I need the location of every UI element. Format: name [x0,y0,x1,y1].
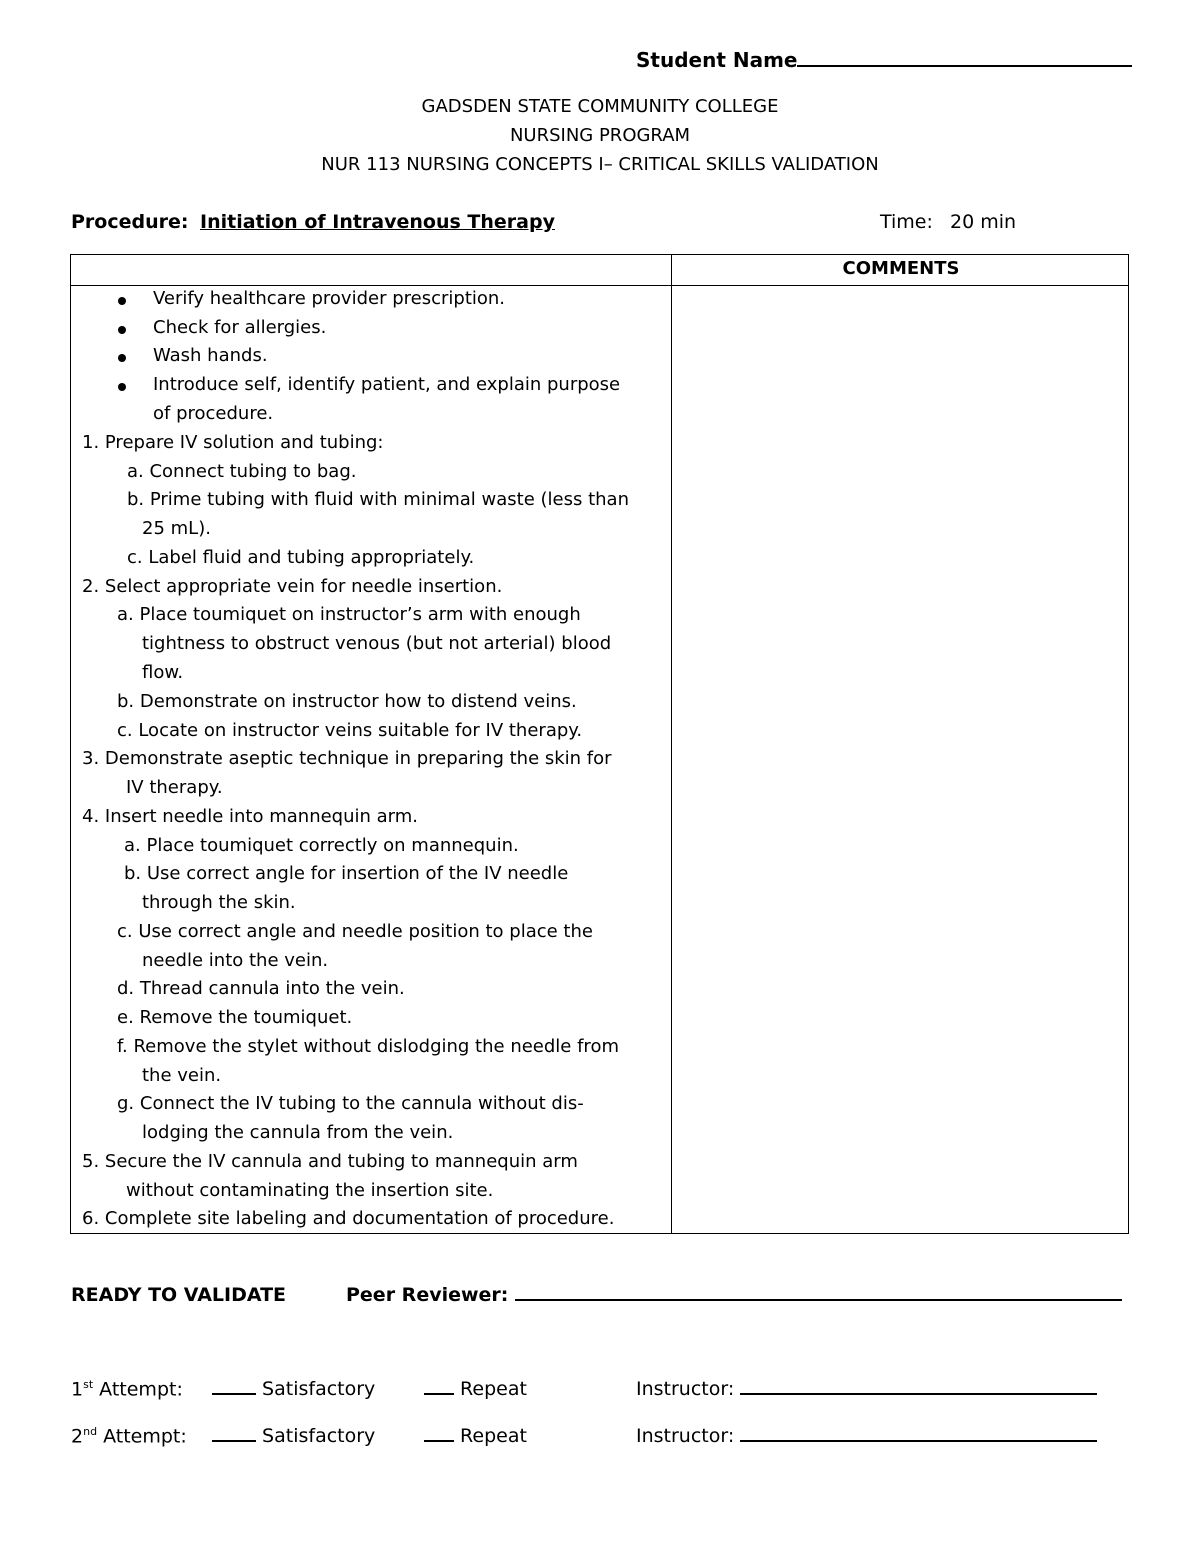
college-name: GADSDEN STATE COMMUNITY COLLEGE [421,96,779,117]
student-name-label: Student Name [636,48,798,72]
attempt-2-repeat-field[interactable] [424,1425,527,1447]
step-line: 25 mL). [142,518,211,539]
attempt-1-label: 1st Attempt: [71,1378,183,1401]
attempt-2-satisfactory-field[interactable] [212,1425,375,1447]
attempt-2-satisfactory-blank[interactable] [212,1440,256,1442]
step-line: lodging the cannula from the vein. [142,1122,454,1143]
step-line: f. Remove the stylet without dislodging the needle from [117,1036,619,1057]
bullet-icon [118,354,126,362]
attempt-2-instructor-field[interactable] [636,1425,1097,1447]
peer-reviewer-label: Peer Reviewer: [346,1284,509,1306]
attempt-2-repeat-blank[interactable] [424,1440,454,1442]
table-column-divider [671,255,672,1233]
student-name-blank[interactable] [797,65,1132,67]
bullet-icon [118,297,126,305]
step-line: c. Use correct angle and needle position to place the [117,921,593,942]
comments-header: COMMENTS [842,258,960,279]
step-line: 1. Prepare IV solution and tubing: [82,432,384,453]
course-title: NUR 113 NURSING CONCEPTS I– CRITICAL SKILLS VALIDATION [321,154,879,175]
ready-to-validate-label: READY TO VALIDATE [71,1284,287,1306]
bullet-icon [118,383,126,391]
attempt-2-label: 2nd Attempt: [71,1425,187,1448]
step-line: c. Label fluid and tubing appropriately. [127,547,475,568]
time-value: 20 min [950,211,1017,233]
step-line: without contaminating the insertion site. [126,1180,494,1201]
attempt-1-satisfactory-blank[interactable] [212,1393,256,1395]
peer-reviewer-field[interactable] [346,1284,1122,1306]
attempt-1-repeat-blank[interactable] [424,1393,454,1395]
repeat-label: Repeat [460,1378,527,1400]
step-line: a. Connect tubing to bag. [127,461,357,482]
step-line: needle into the vein. [142,950,329,971]
step-line: b. Prime tubing with fluid with minimal waste (less than [127,489,629,510]
step-line: 3. Demonstrate aseptic technique in preparing the skin for [82,748,612,769]
step-line: IV therapy. [126,777,223,798]
step-line: e. Remove the toumiquet. [117,1007,353,1028]
satisfactory-label: Satisfactory [262,1378,376,1400]
step-line: a. Place toumiquet correctly on mannequin. [124,835,519,856]
instructor-label: Instructor: [636,1378,735,1400]
attempt-1-instructor-field[interactable] [636,1378,1097,1400]
step-line: 6. Complete site labeling and documentation of procedure. [82,1208,615,1229]
step-line: through the skin. [142,892,296,913]
table-header-divider [71,285,1128,286]
step-line: tightness to obstruct venous (but not arterial) blood [142,633,612,654]
student-name-field[interactable] [636,48,1132,72]
repeat-label: Repeat [460,1425,527,1447]
instructor-label: Instructor: [636,1425,735,1447]
step-line: b. Demonstrate on instructor how to distend veins. [117,691,577,712]
procedure-label: Procedure: [71,211,189,233]
procedure-name: Initiation of Intravenous Therapy [200,211,555,233]
satisfactory-label: Satisfactory [262,1425,376,1447]
attempt-1-instructor-blank[interactable] [740,1393,1097,1395]
attempt-1-satisfactory-field[interactable] [212,1378,375,1400]
skills-table [70,254,1129,1234]
peer-reviewer-blank[interactable] [515,1299,1122,1301]
step-line: b. Use correct angle for insertion of the IV needle [124,863,569,884]
list-item: of procedure. [153,403,274,424]
step-line: a. Place toumiquet on instructor’s arm with enough [117,604,581,625]
attempt-1-repeat-field[interactable] [424,1378,527,1400]
step-line: 2. Select appropriate vein for needle insertion. [82,576,503,597]
step-line: the vein. [142,1065,222,1086]
step-line: flow. [142,662,184,683]
step-line: g. Connect the IV tubing to the cannula without dis- [117,1093,584,1114]
list-item: Wash hands. [153,345,268,366]
attempt-2-instructor-blank[interactable] [740,1440,1097,1442]
list-item: Verify healthcare provider prescription. [153,288,506,309]
step-line: c. Locate on instructor veins suitable for IV therapy. [117,720,583,741]
list-item: Introduce self, identify patient, and explain purpose [153,374,621,395]
program-name: NURSING PROGRAM [509,125,691,146]
list-item: Check for allergies. [153,317,327,338]
bullet-icon [118,326,126,334]
step-line: d. Thread cannula into the vein. [117,978,405,999]
step-line: 4. Insert needle into mannequin arm. [82,806,419,827]
step-line: 5. Secure the IV cannula and tubing to mannequin arm [82,1151,578,1172]
time-label: Time: [880,211,933,233]
